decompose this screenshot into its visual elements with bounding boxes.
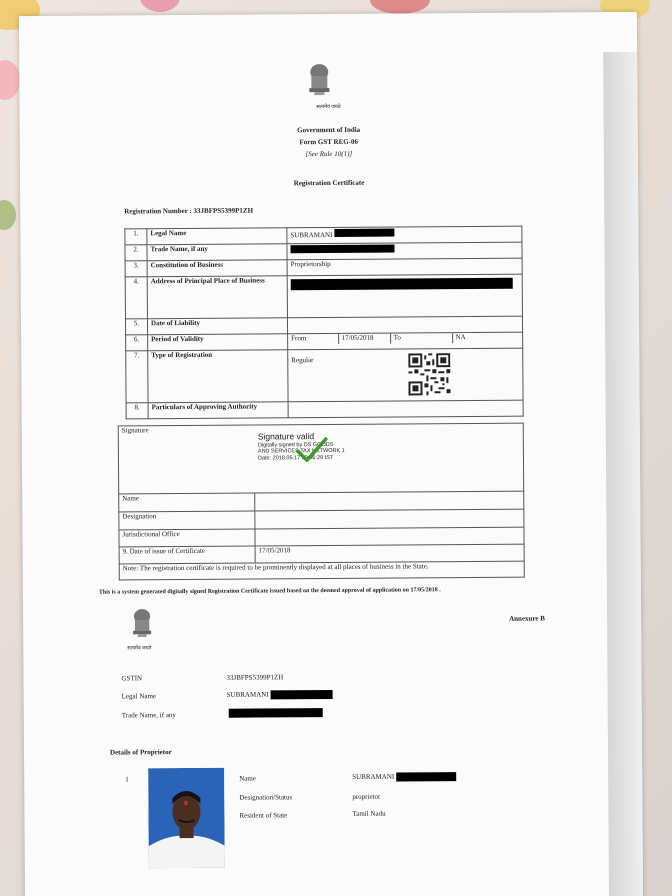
state-label: Resident of State <box>239 811 288 820</box>
row-number: 2. <box>125 245 147 261</box>
rule-heading: [See Rule 10(1)] <box>305 149 353 159</box>
table-row <box>119 561 524 580</box>
table-row <box>126 400 523 419</box>
background-blob <box>370 0 430 14</box>
signature-line: Date: 2018.05.17 00:46:29 IST <box>257 454 334 462</box>
legal-name-text: SUBRAMANI <box>226 690 269 699</box>
row-label: Designation <box>119 511 255 530</box>
gstin-label: GSTIN <box>121 674 143 683</box>
row-number: 8. <box>126 403 148 419</box>
signature-line: AND SERVICES TAX NETWORK 1 <box>257 448 345 455</box>
row-value <box>255 527 524 546</box>
designation-value: proprietor <box>352 792 381 801</box>
redaction-bar <box>290 245 394 254</box>
redaction-bar <box>291 278 513 291</box>
row-value <box>287 316 522 334</box>
background-blob <box>0 200 16 230</box>
redaction-bar <box>334 229 394 237</box>
row-number: 4. <box>125 277 147 319</box>
row-label: Constitution of Business <box>147 260 287 277</box>
row-value: Proprietorship <box>287 258 522 276</box>
from-date: 17/05/2018 <box>338 334 390 344</box>
row-label: Legal Name <box>147 228 287 245</box>
row-label: Name <box>119 493 255 512</box>
row-number: 1. <box>125 229 147 245</box>
validity-subtable <box>288 333 522 344</box>
row-value <box>288 348 523 402</box>
proprietor-photo <box>148 768 225 869</box>
legal-name-value <box>227 690 333 700</box>
redaction-bar <box>270 690 332 699</box>
background-blob <box>0 60 20 100</box>
row-value <box>287 274 522 318</box>
row-value <box>287 242 522 260</box>
emblem-motto: सत्यमेव जयते <box>316 104 341 111</box>
system-generated-note: This is a system generated digitally signed Registration Certificate issued based on the deemed approval of application on 17/05/2018 . <box>98 587 441 596</box>
trade-name-label: Trade Name, if any <box>121 711 176 720</box>
proprietor-heading: Details of Proprietor <box>109 748 172 757</box>
certificate-title: Registration Certificate <box>293 178 365 188</box>
certificate-page <box>19 12 643 896</box>
gov-heading: Government of India <box>297 125 361 135</box>
redaction-bar <box>229 708 323 718</box>
row-value <box>288 400 523 418</box>
qr-code-icon <box>408 353 450 395</box>
row-label: Trade Name, if any <box>147 244 287 261</box>
row-number: 3. <box>125 261 147 277</box>
row-value <box>288 332 523 350</box>
legal-name-label: Legal Name <box>121 692 157 701</box>
row-value <box>255 491 524 511</box>
national-emblem-icon <box>129 607 155 643</box>
from-label: From <box>288 334 338 344</box>
row-label: Particulars of Approving Authority <box>148 402 288 419</box>
form-heading: Form GST REG-06 <box>299 137 359 147</box>
table-row <box>125 274 522 319</box>
row-value <box>287 226 522 244</box>
issue-date-value: 17/05/2018 <box>255 544 524 563</box>
proprietor-name-text: SUBRAMANI <box>352 772 395 781</box>
issue-date-label: 9. Date of issue of Certificate <box>119 546 255 564</box>
background-blob <box>140 0 180 12</box>
row-value <box>255 509 524 529</box>
emblem-motto: सत्यमेव जयते <box>127 646 152 652</box>
proprietor-name-label: Name <box>239 774 256 783</box>
signature-valid-text: Signature valid <box>257 431 315 442</box>
row-label: Type of Registration <box>148 350 288 403</box>
legal-name-value: SUBRAMANI <box>290 230 333 240</box>
to-date: NA <box>455 333 466 342</box>
national-emblem-icon <box>305 62 333 102</box>
signature-line: Digitally signed by DS GOODS <box>257 441 334 449</box>
state-value: Tamil Nadu <box>352 809 386 818</box>
gstin-value: 33JBFPS5399P1ZH <box>226 673 284 682</box>
row-number: 7. <box>126 351 148 403</box>
row-number: 6. <box>126 335 148 351</box>
registration-type: Regular <box>291 356 314 365</box>
designation-label: Designation/Status <box>239 793 293 802</box>
row-number: 5. <box>125 319 147 335</box>
row-label: Address of Principal Place of Business <box>147 276 287 319</box>
table-row <box>126 348 523 403</box>
row-label: Date of Liability <box>147 318 287 335</box>
redaction-bar <box>396 772 456 781</box>
registration-number: Registration Number : 33JBFPS5399P1ZH <box>124 206 254 216</box>
row-label: Jurisdictional Office <box>119 529 255 547</box>
display-note: Note: The registration certificate is required to be prominently displayed at all places of business in the State. <box>119 561 524 580</box>
to-label: To <box>390 333 452 343</box>
proprietor-name-value <box>352 772 456 782</box>
signature-label: Signature <box>121 426 149 435</box>
annexure-title: Annexure B <box>509 614 545 623</box>
registration-table <box>124 226 523 420</box>
checkmark-icon <box>296 437 328 463</box>
proprietor-index: 1 <box>125 775 129 784</box>
row-label: Period of Validity <box>148 334 288 351</box>
